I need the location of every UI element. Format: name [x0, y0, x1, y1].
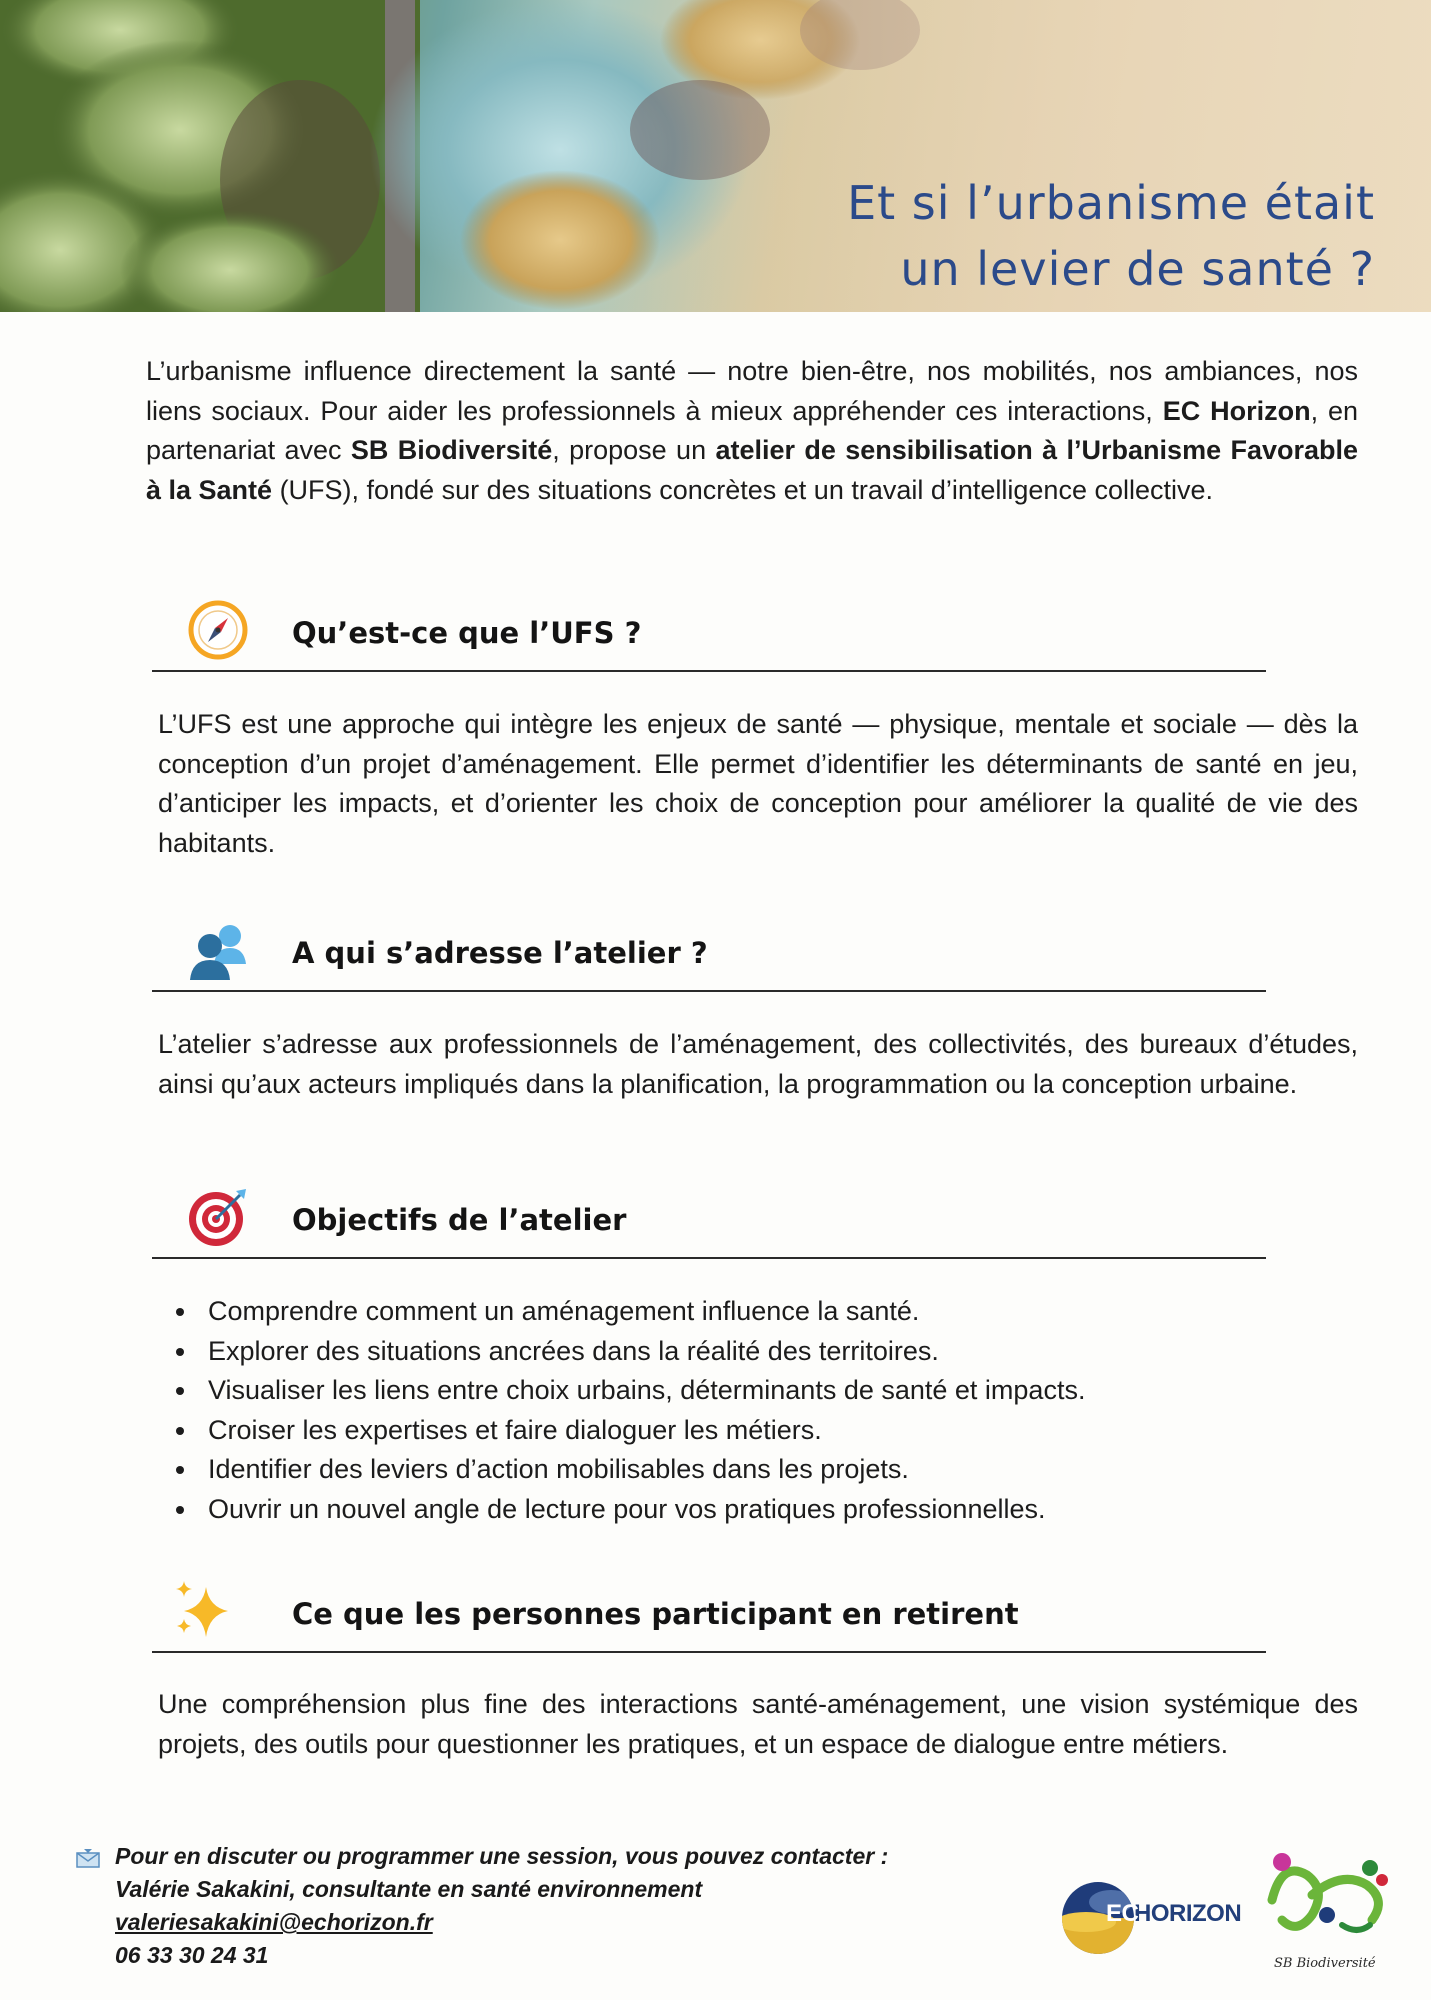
intro-text: , en partenariat avec	[146, 395, 1358, 465]
intro-sb-biodiversite: SB Biodiversité	[350, 435, 553, 465]
section-audience-heading	[152, 914, 1266, 992]
intro-ec-horizon: EC Horizon	[1162, 395, 1311, 426]
title-line-1: Et si l’urbanisme était	[847, 176, 1375, 230]
section-audience-text: L’atelier s’adresse aux professionnels de l’aménagement, des collectivités, des bureaux d’études, ainsi qu’aux acteurs impliqués dans la planification, la programmation ou la conception urbaine.	[158, 1029, 1358, 1099]
ec-horizon-logo	[1046, 1870, 1246, 1960]
sparkles-icon	[172, 1579, 236, 1643]
contact-intro: Pour en discuter ou programmer une session, vous pouvez contacter :	[115, 1843, 889, 1869]
section-outcomes-heading	[152, 1575, 1266, 1653]
objectives-list	[160, 1292, 1310, 1530]
section-title: Ce que les personnes participant en retirent	[292, 1597, 1019, 1631]
section-ufs-text: L’UFS est une approche qui intègre les enjeux de santé — physique, mentale et sociale — dès la conception d’un projet d’aménagement. Elle permet d’identifier les déterminants de santé en jeu, d’anticiper les impacts, et d’orienter les choix de conception pour améliorer la qualité de vie des habitants.	[158, 709, 1358, 858]
logo-ec-text: EC	[1106, 1900, 1139, 1927]
list-item: Explorer des situations ancrées dans la réalité des territoires.	[160, 1332, 1310, 1372]
list-item: Visualiser les liens entre choix urbains, déterminants de santé et impacts.	[160, 1371, 1310, 1411]
sb-leaf-icon	[1252, 1840, 1412, 1955]
contact-block	[72, 1840, 972, 1972]
people-icon	[186, 918, 250, 982]
page-title	[847, 170, 1375, 302]
logo-horizon-text: HORIZON	[1134, 1900, 1242, 1927]
target-icon	[186, 1185, 250, 1249]
compass-icon	[186, 598, 250, 662]
section-title: Qu’est-ce que l’UFS ?	[292, 616, 642, 650]
title-line-2: un levier de santé ?	[900, 242, 1375, 296]
section-ufs-heading	[152, 594, 1266, 672]
list-item: Ouvrir un nouvel angle de lecture pour vos pratiques professionnelles.	[160, 1490, 1310, 1530]
intro-text: L’urbanisme influence directement la santé — notre bien-être, nos mobilités, nos ambiances, nos liens sociaux. Pour aider les professionnels à mieux appréhender ces interactions,	[146, 356, 1358, 426]
sb-biodiversite-logo	[1252, 1840, 1412, 1980]
intro-atelier: atelier de sensibilisation à l’Urbanisme Favorable à la Santé	[146, 435, 1358, 505]
contact-email-link[interactable]: valeriesakakini@echorizon.fr	[115, 1909, 433, 1935]
section-objectives-heading	[152, 1181, 1266, 1259]
contact-phone[interactable]: 06 33 30 24 31	[115, 1942, 269, 1968]
section-outcomes-text: Une compréhension plus fine des interactions santé-aménagement, une vision systémique des projets, des outils pour questionner les pratiques, et un espace de dialogue entre métiers.	[158, 1689, 1358, 1759]
intro-paragraph	[146, 352, 1358, 510]
header-banner	[0, 0, 1431, 312]
list-item: Identifier des leviers d’action mobilisables dans les projets.	[160, 1450, 1310, 1490]
section-title: Objectifs de l’atelier	[292, 1203, 627, 1237]
contact-name: Valérie Sakakini, consultante en santé environnement	[115, 1876, 703, 1902]
section-title: A qui s’adresse l’atelier ?	[292, 936, 708, 970]
envelope-icon	[76, 1848, 100, 1868]
intro-text: , propose un	[552, 435, 716, 465]
list-item: Comprendre comment un aménagement influence la santé.	[160, 1292, 1310, 1332]
intro-text: (UFS), fondé sur des situations concrètes et un travail d’intelligence collective.	[272, 474, 1214, 505]
sb-caption: SB Biodiversité	[1274, 1956, 1376, 1971]
list-item: Croiser les expertises et faire dialoguer les métiers.	[160, 1411, 1310, 1451]
